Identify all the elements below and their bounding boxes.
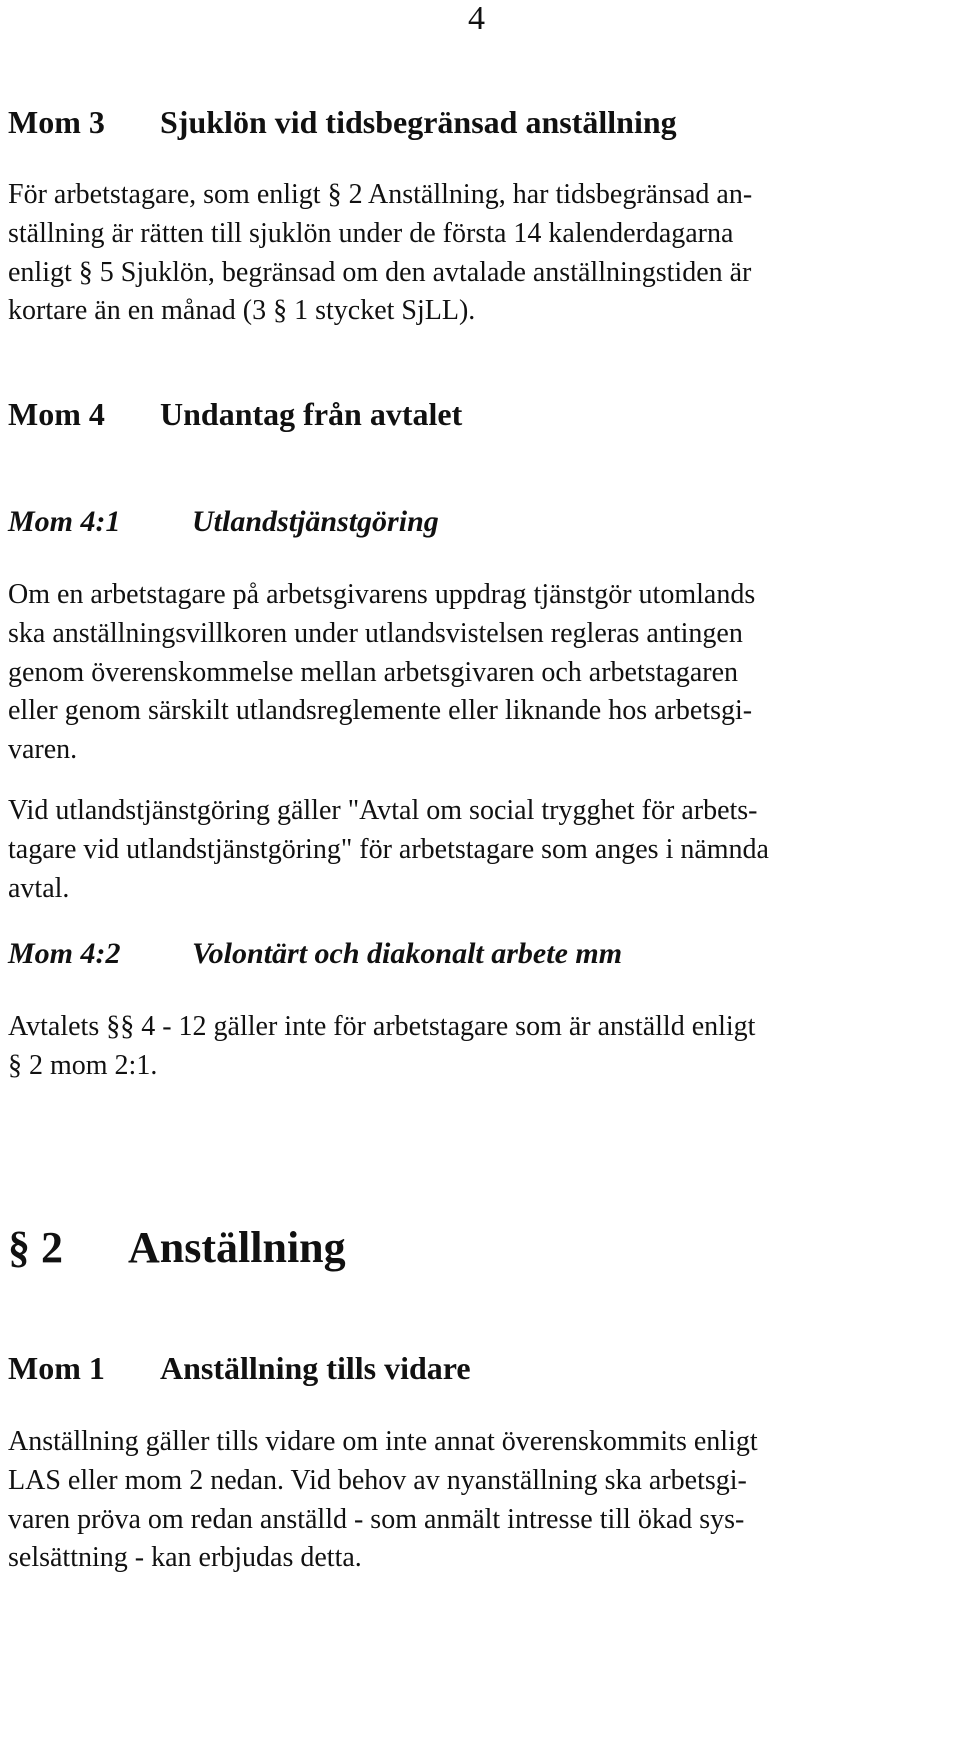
mom3-title: Sjuklön vid tidsbegränsad anställning xyxy=(160,104,677,140)
text-line: Om en arbetstagare på arbetsgivarens uppdrag tjänstgör utomlands xyxy=(8,579,756,610)
text-line: kortare än en månad (3 § 1 stycket SjLL). xyxy=(8,295,476,327)
mom4-2-title: Volontärt och diakonalt arbete mm xyxy=(192,937,623,970)
mom3-paragraph xyxy=(8,176,948,331)
text-line: varen pröva om redan anställd - som anmält intresse till ökad sys- xyxy=(8,1503,745,1535)
text-line: varen. xyxy=(8,734,78,766)
text-line: Vid utlandstjänstgöring gäller "Avtal om social trygghet för arbets- xyxy=(8,795,758,826)
mom1-label: Mom 1 xyxy=(8,1350,105,1386)
text-line: Anställning gäller tills vidare om inte annat överenskommits enligt xyxy=(8,1426,758,1457)
text-line: genom överenskommelse mellan arbetsgivaren och arbetstagaren xyxy=(8,656,739,688)
text-line: § 2 mom 2:1. xyxy=(8,1049,158,1081)
mom4-1-paragraph-1 xyxy=(8,576,948,770)
text-line: selsättning - kan erbjudas detta. xyxy=(8,1542,362,1574)
mom4-1-label: Mom 4:1 xyxy=(8,505,121,538)
text-line: För arbetstagare, som enligt § 2 Anställning, har tidsbegränsad an- xyxy=(8,179,753,210)
text-line: enligt § 5 Sjuklön, begränsad om den avtalade anställningstiden är xyxy=(8,256,752,288)
mom4-2-label: Mom 4:2 xyxy=(8,937,121,970)
mom4-2-paragraph xyxy=(8,1008,948,1086)
page-number: 4 xyxy=(468,0,485,37)
mom1-title: Anställning tills vidare xyxy=(160,1350,471,1386)
mom4-label: Mom 4 xyxy=(8,396,105,432)
text-line: Avtalets §§ 4 - 12 gäller inte för arbetstagare som är anställd enligt xyxy=(8,1011,756,1042)
text-line: eller genom särskilt utlandsreglemente eller liknande hos arbetsgi- xyxy=(8,695,753,727)
section-2-title: Anställning xyxy=(128,1223,346,1272)
text-line: ska anställningsvillkoren under utlandsvistelsen regleras antingen xyxy=(8,617,743,649)
mom1-paragraph xyxy=(8,1423,948,1578)
text-line: LAS eller mom 2 nedan. Vid behov av nyanställning ska arbetsgi- xyxy=(8,1464,747,1496)
mom4-1-title: Utlandstjänstgöring xyxy=(192,505,439,538)
text-line: avtal. xyxy=(8,872,70,904)
mom3-label: Mom 3 xyxy=(8,104,105,140)
mom4-title: Undantag från avtalet xyxy=(160,396,463,432)
text-line: ställning är rätten till sjuklön under de första 14 kalenderdagarna xyxy=(8,217,734,249)
mom4-1-paragraph-2 xyxy=(8,792,948,908)
section-2-label: § 2 xyxy=(8,1223,63,1272)
text-line: tagare vid utlandstjänstgöring" för arbetstagare som anges i nämnda xyxy=(8,833,769,865)
